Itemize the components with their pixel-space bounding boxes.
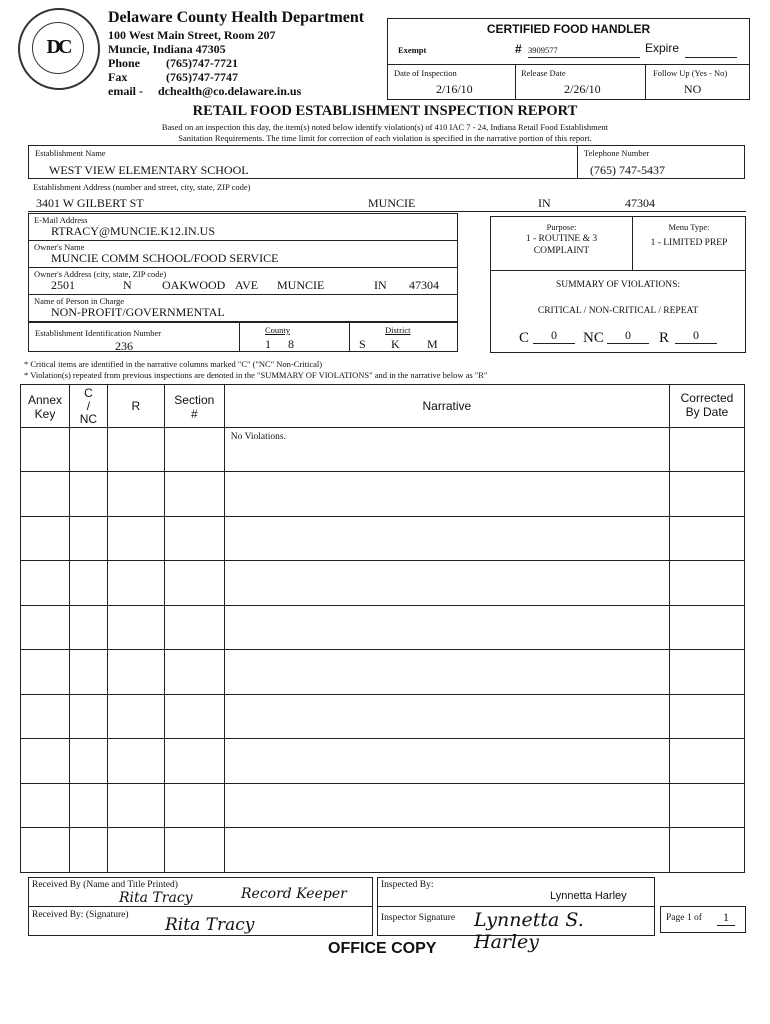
release-date-label: Release Date	[521, 68, 566, 78]
menu-type-label: Menu Type:	[668, 222, 710, 232]
email-box	[28, 213, 458, 241]
owner-zip: 47304	[409, 278, 439, 292]
critical-count: 0	[533, 328, 575, 344]
county-label: County	[265, 325, 291, 335]
violations-header-row	[21, 385, 745, 428]
number-symbol: #	[515, 42, 522, 56]
inspected-by-label: Inspected By:	[381, 880, 434, 890]
fax-label: Fax	[108, 70, 128, 84]
owner-street: OAKWOOD	[162, 278, 226, 292]
exempt-label: Exempt	[398, 45, 427, 55]
expire-label: Expire	[645, 41, 680, 55]
table-row	[21, 517, 745, 561]
email-label: email -	[108, 84, 143, 98]
table-row	[21, 739, 745, 784]
telephone-label: Telephone Number	[584, 148, 650, 158]
table-row	[21, 784, 745, 828]
received-by-label: Received By (Name and Title Printed)	[32, 880, 178, 890]
report-title: RETAIL FOOD ESTABLISHMENT INSPECTION REPORT	[192, 103, 578, 119]
establishment-zip: 47304	[625, 196, 655, 210]
district-label: District	[385, 325, 411, 335]
summary-title: SUMMARY OF VIOLATIONS:	[555, 280, 681, 290]
owner-state: IN	[374, 278, 387, 292]
note-repeat: * Violation(s) repeated from previous inspections are denoted in the "SUMMARY OF VIOLATIONS" and in the narrative below as "R"	[24, 370, 488, 380]
owner-number: 2501	[51, 278, 75, 292]
no-violations-text: No Violations.	[230, 432, 286, 442]
narrative-column-header: Narrative	[224, 385, 669, 428]
non-critical-count: 0	[607, 328, 649, 344]
department-street: 100 West Main Street, Room 207	[108, 28, 276, 42]
received-signature: Rita Tracy	[165, 915, 255, 935]
purpose-line-1: 1 - ROUTINE & 3	[525, 234, 598, 244]
violations-table	[20, 384, 745, 873]
followup-label: Follow Up (Yes - No)	[653, 68, 728, 78]
received-signature-label: Received By: (Signature)	[32, 910, 129, 920]
establishment-street: 3401 W GILBERT ST	[36, 196, 144, 210]
table-row	[21, 650, 745, 695]
department-phone: (765)747-7721	[166, 56, 238, 70]
establishment-email-label: E-Mail Address	[34, 215, 88, 225]
person-in-charge: NON-PROFIT/GOVERNMENTAL	[51, 305, 225, 319]
establishment-state: IN	[538, 196, 551, 210]
followup-value: NO	[684, 82, 702, 96]
summary-subtitle: CRITICAL / NON-CRITICAL / REPEAT	[537, 306, 699, 316]
page-number-box	[660, 906, 746, 933]
cert-title: CERTIFIED FOOD HANDLER	[486, 22, 651, 36]
identification-box	[28, 322, 458, 352]
inspector-signature-box	[377, 906, 655, 953]
critical-label: C	[519, 330, 530, 346]
county-digit-1: 1	[265, 337, 271, 351]
table-row	[21, 695, 745, 739]
menu-type-box	[632, 216, 746, 271]
county-digit-2: 8	[288, 337, 294, 351]
section-column-header: Section #	[164, 385, 224, 428]
establishment-address-label: Establishment Address (number and street, city, state, ZIP code)	[33, 182, 251, 192]
table-row	[21, 472, 745, 517]
repeat-count: 0	[675, 328, 717, 344]
cert-number: 3909577	[528, 45, 558, 55]
non-critical-label: NC	[583, 330, 604, 346]
purpose-box	[490, 216, 633, 271]
owner-address-box	[28, 267, 458, 295]
owner-address-label: Owner's Address (city, state, ZIP code)	[34, 269, 167, 279]
owner-street-type: AVE	[235, 278, 259, 292]
certified-food-handler-box	[387, 18, 750, 65]
district-k: K	[391, 337, 400, 351]
inspection-date: 2/16/10	[436, 82, 473, 96]
table-row	[21, 828, 745, 873]
inspection-dates-box	[387, 64, 750, 100]
owner-name-label: Owner's Name	[34, 242, 85, 252]
menu-type: 1 - LIMITED PREP	[650, 238, 728, 248]
table-row	[21, 561, 745, 606]
annex-key-header: Annex Key	[21, 385, 70, 428]
establishment-name: WEST VIEW ELEMENTARY SCHOOL	[49, 163, 249, 177]
phone-label: Phone	[108, 56, 141, 70]
received-by-signature-box	[28, 906, 373, 936]
release-date: 2/26/10	[564, 82, 601, 96]
page-total: 1	[717, 910, 735, 926]
page-label: Page 1 of	[666, 913, 702, 923]
telephone-box	[577, 145, 745, 179]
received-by-name-box	[28, 877, 373, 907]
intro-line-1: Based on an inspection this day, the item(s) noted below identify violation(s) of 410 IAC 7 - 24, Indiana Retail Food Establishment	[161, 122, 609, 132]
owner-box	[28, 240, 458, 268]
table-row	[21, 606, 745, 650]
establishment-name-box	[28, 145, 578, 179]
department-fax: (765)747-7747	[166, 70, 238, 84]
department-email: dchealth@co.delaware.in.us	[158, 84, 302, 98]
note-critical: * Critical items are identified in the narrative columns marked "C" ("NC" Non-Critical)	[24, 359, 323, 369]
health-department-seal: DC	[18, 8, 100, 90]
inspector-signature-label: Inspector Signature	[381, 913, 456, 923]
district-m: M	[427, 337, 438, 351]
inspection-date-label: Date of Inspection	[394, 68, 457, 78]
establishment-name-label: Establishment Name	[35, 148, 106, 158]
department-name: Delaware County Health Department	[108, 9, 365, 26]
purpose-line-2: COMPLAINT	[533, 246, 590, 256]
owner-name: MUNCIE COMM SCHOOL/FOOD SERVICE	[51, 251, 279, 265]
establishment-phone: (765) 747-5437	[590, 163, 665, 177]
table-row	[21, 428, 745, 472]
establishment-id-label: Establishment Identification Number	[35, 328, 162, 338]
critical-column-header: C / NC	[69, 385, 107, 428]
owner-direction: N	[123, 278, 132, 292]
purpose-label: Purpose:	[546, 222, 577, 232]
received-by-name: Rita Tracy	[119, 890, 193, 906]
establishment-city: MUNCIE	[368, 196, 416, 210]
intro-line-2: Sanitation Requirements. The time limit for correction of each violation is specified in the narrative portion of this report.	[178, 133, 592, 143]
summary-of-violations-box	[490, 270, 746, 353]
person-in-charge-box	[28, 294, 458, 322]
person-in-charge-label: Name of Person in Charge	[34, 296, 125, 306]
repeat-label: R	[659, 330, 670, 346]
department-city: Muncie, Indiana 47305	[108, 42, 226, 56]
corrected-by-date-header: Corrected By Date	[669, 385, 744, 428]
repeat-column-header: R	[107, 385, 164, 428]
inspector-name: Lynnetta Harley	[550, 890, 627, 902]
owner-city: MUNCIE	[277, 278, 325, 292]
department-address-block	[108, 28, 301, 98]
establishment-email: RTRACY@MUNCIE.K12.IN.US	[51, 224, 216, 238]
inspected-by-box	[377, 877, 655, 907]
inspector-signature: Lynnetta S. Harley	[474, 909, 584, 953]
establishment-id: 236	[115, 339, 133, 353]
received-by-title: Record Keeper	[241, 886, 347, 902]
office-copy-label: OFFICE COPY	[328, 940, 437, 957]
district-s: S	[359, 337, 366, 351]
